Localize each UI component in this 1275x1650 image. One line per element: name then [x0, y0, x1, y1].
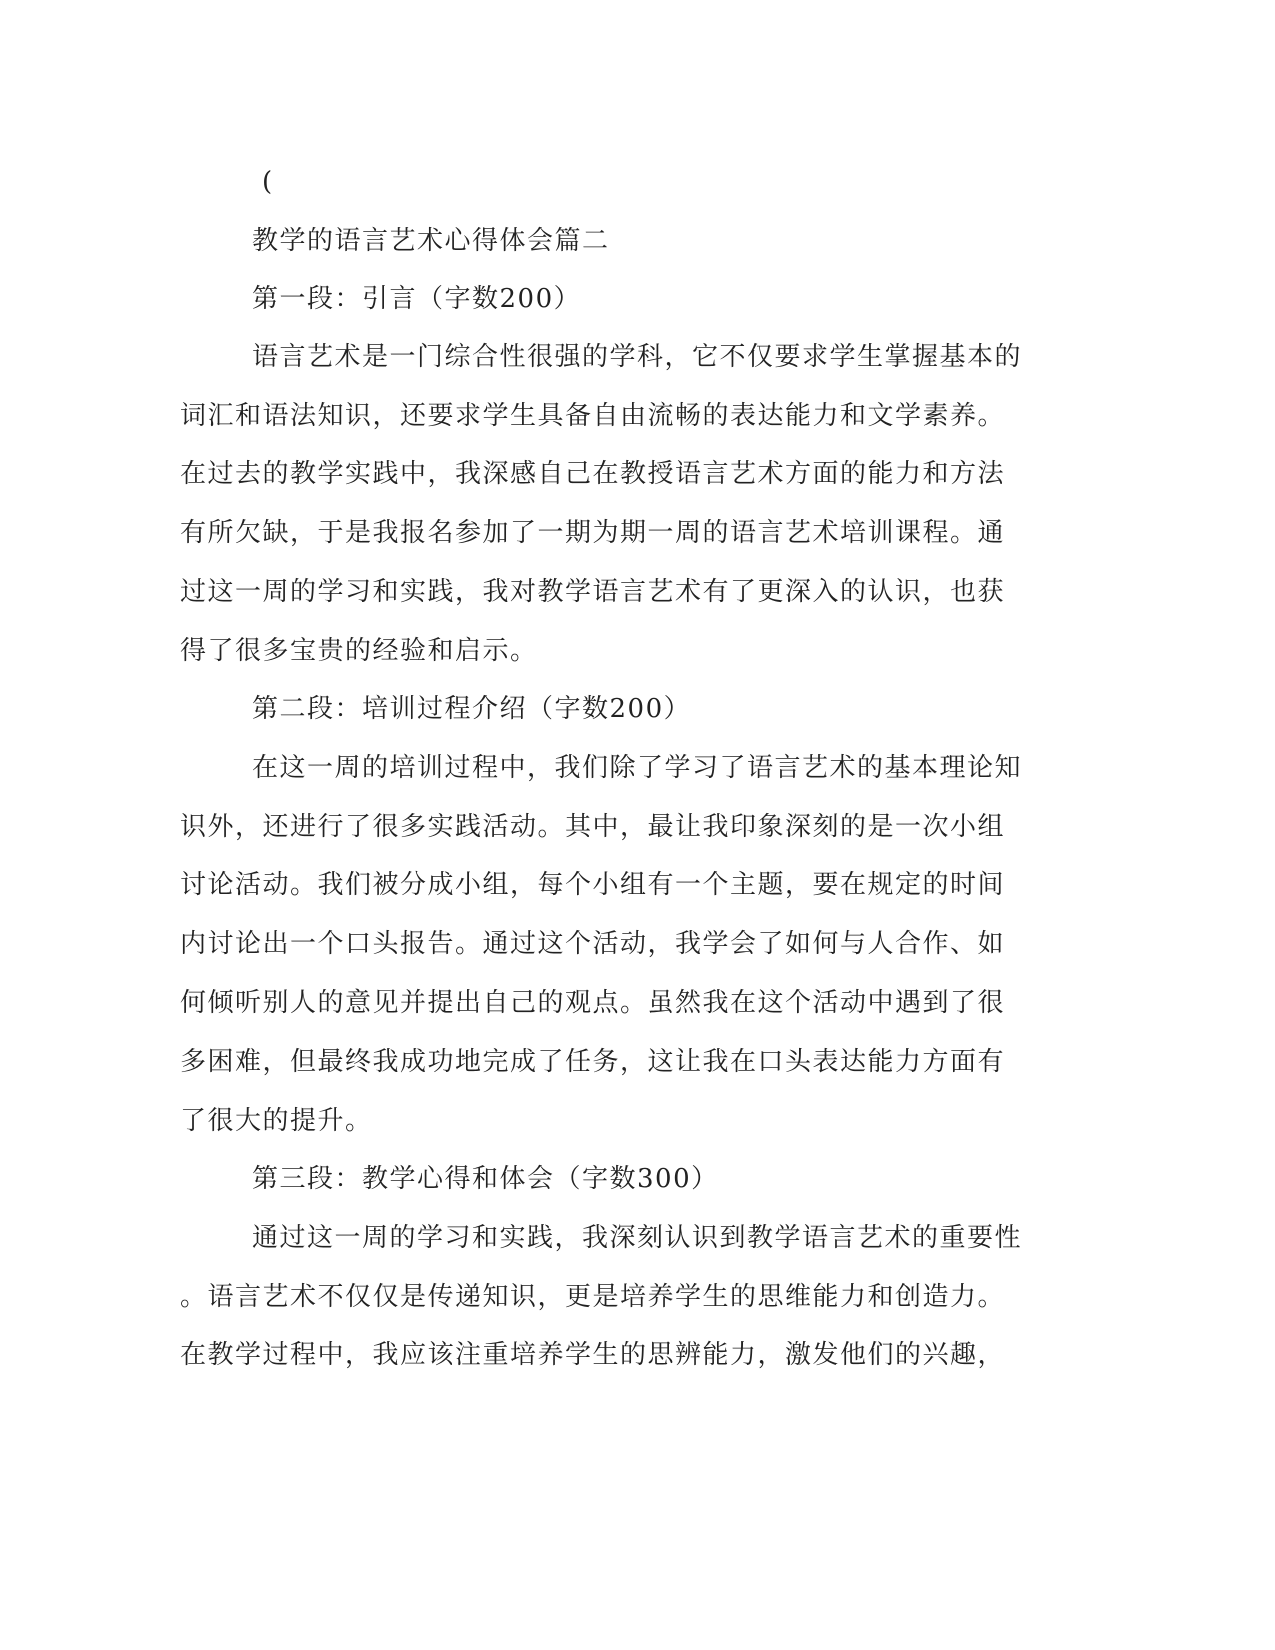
- section-2-line: 讨论活动。我们被分成小组，每个小组有一个主题，要在规定的时间: [180, 870, 1006, 900]
- section-1-line: 得了很多宝贵的经验和启示。: [180, 636, 538, 666]
- section-1-line: 语言艺术是一门综合性很强的学科，它不仅要求学生掌握基本的: [252, 342, 1023, 372]
- section-1-line: 词汇和语法知识，还要求学生具备自由流畅的表达能力和文学素养。: [180, 401, 1006, 431]
- section-2-line: 在这一周的培训过程中，我们除了学习了语言艺术的基本理论知: [252, 753, 1023, 783]
- section-2-line: 了很大的提升。: [180, 1106, 373, 1136]
- section-2-line: 内讨论出一个口头报告。通过这个活动，我学会了如何与人合作、如: [180, 929, 1006, 959]
- section-3-line: 在教学过程中，我应该注重培养学生的思辨能力，激发他们的兴趣，: [180, 1340, 1006, 1370]
- section-2-line: 多困难，但最终我成功地完成了任务，这让我在口头表达能力方面有: [180, 1047, 1006, 1077]
- opening-bracket: (: [262, 167, 274, 197]
- section-3-line: 。语言艺术不仅仅是传递知识，更是培养学生的思维能力和创造力。: [180, 1282, 1006, 1312]
- section-2-heading: 第二段：培训过程介绍（字数200）: [252, 694, 692, 724]
- section-1-heading: 第一段：引言（字数200）: [252, 284, 582, 314]
- section-1-line: 过这一周的学习和实践，我对教学语言艺术有了更深入的认识，也获: [180, 577, 1006, 607]
- section-3-heading: 第三段：教学心得和体会（字数300）: [252, 1164, 719, 1194]
- section-3-line: 通过这一周的学习和实践，我深刻认识到教学语言艺术的重要性: [252, 1223, 1023, 1253]
- section-2-line: 何倾听别人的意见并提出自己的观点。虽然我在这个活动中遇到了很: [180, 988, 1006, 1018]
- section-1-line: 有所欠缺，于是我报名参加了一期为期一周的语言艺术培训课程。通: [180, 518, 1006, 548]
- document-title: 教学的语言艺术心得体会篇二: [252, 226, 610, 256]
- section-2-line: 识外，还进行了很多实践活动。其中，最让我印象深刻的是一次小组: [180, 812, 1006, 842]
- section-1-line: 在过去的教学实践中，我深感自己在教授语言艺术方面的能力和方法: [180, 459, 1006, 489]
